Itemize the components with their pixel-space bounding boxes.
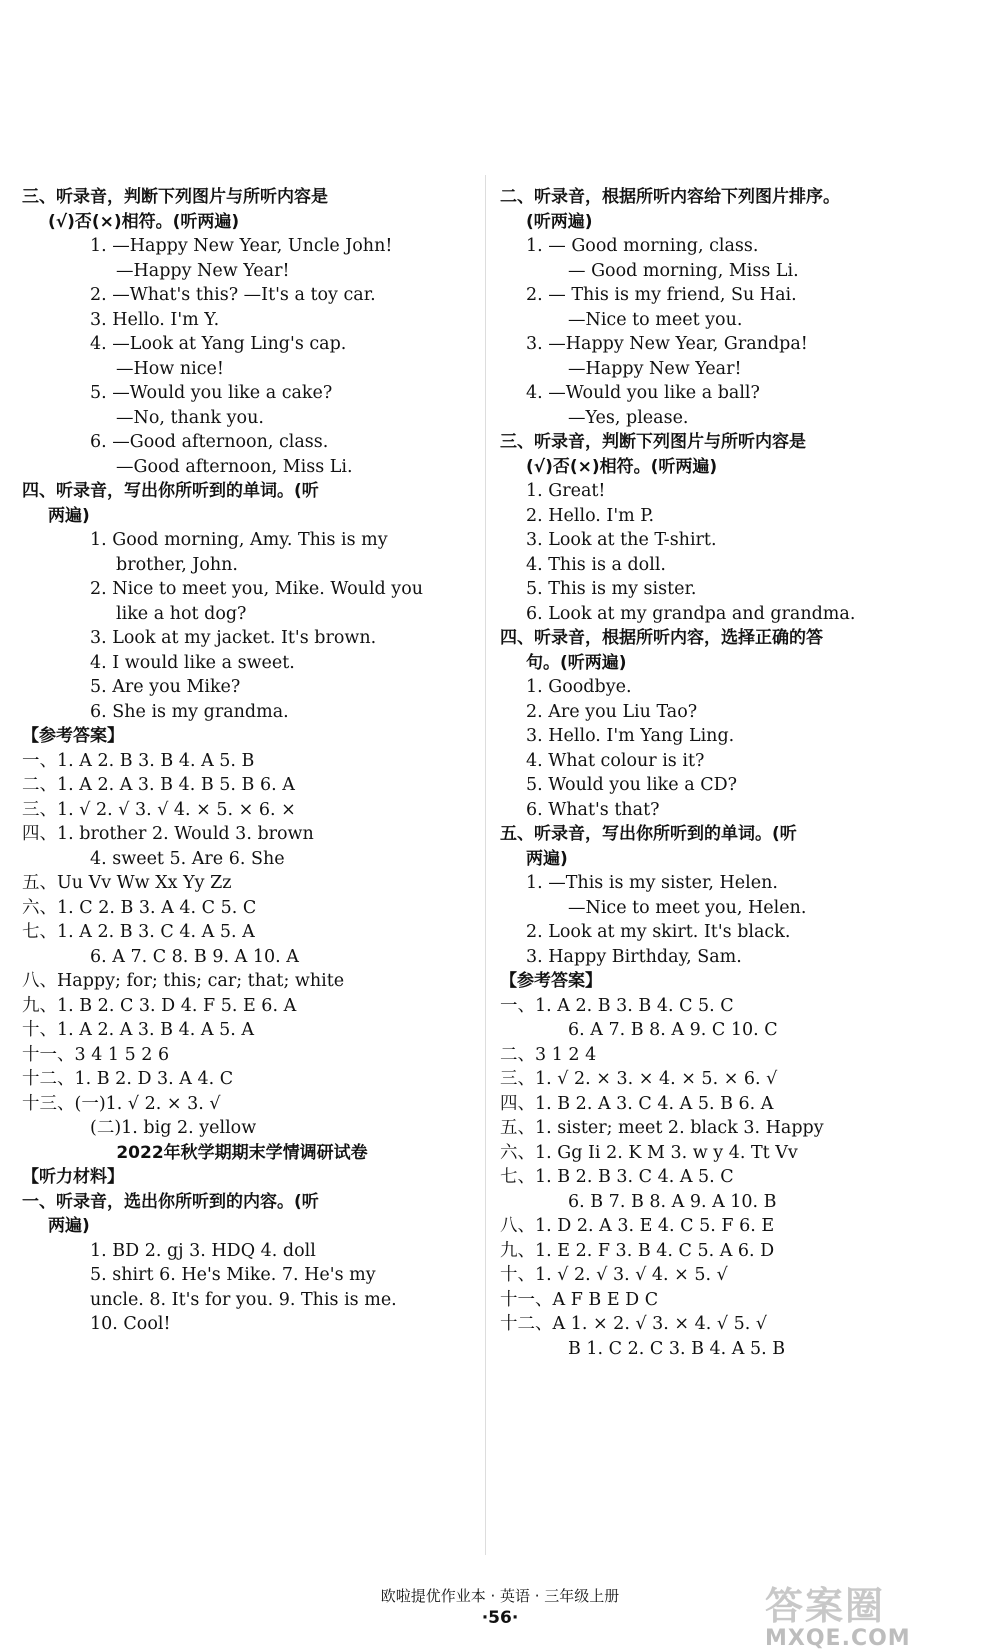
right-line: —Happy New Year! [568,358,742,379]
right-line: 五、1. sister; meet 2. black 3. Happy [500,1118,824,1138]
left-line: 1. Good morning, Amy. This is my [90,530,388,550]
right-line: 4. This is a doll. [526,554,666,575]
left-line: 3. Look at my jacket. It's brown. [90,628,377,648]
left-line: 九、1. B 2. C 3. D 4. F 5. E 6. A [22,995,297,1016]
right-line: 3. Look at the T-shirt. [526,530,717,550]
right-line: 3. Happy Birthday, Sam. [526,946,742,967]
right-line: 十一、A F B E D C [500,1289,659,1310]
left-line: 1. BD 2. gj 3. HDQ 4. doll [90,1240,316,1261]
right-line: 十、1. √ 2. √ 3. √ 4. × 5. √ [500,1265,728,1285]
right-line: 1. —This is my sister, Helen. [526,873,778,893]
left-line: 三、1. √ 2. √ 3. √ 4. × 5. × 6. × [22,799,296,820]
left-line: —Happy New Year! [116,260,290,281]
right-line: 二、听录音，根据所听内容给下列图片排序。 [500,187,840,207]
right-line: 二、3 1 2 4 [500,1044,597,1065]
left-line: 十一、3 4 1 5 2 6 [22,1044,170,1065]
left-line: 2. —What's this? —It's a toy car. [90,285,376,305]
right-line: 九、1. E 2. F 3. B 4. C 5. A 6. D [500,1240,775,1261]
left-line: 四、1. brother 2. Would 3. brown [22,824,314,844]
right-line: 八、1. D 2. A 3. E 4. C 5. F 6. E [500,1216,775,1236]
left-line: —Good afternoon, Miss Li. [116,456,353,477]
left-line: 5. Are you Mike? [90,677,241,697]
column-divider [485,175,486,1555]
right-line: 4. What colour is it? [526,750,705,771]
left-line: 5. —Would you like a cake? [90,383,333,403]
left-line: 6. A 7. C 8. B 9. A 10. A [90,946,299,967]
right-line: —Nice to meet you, Helen. [568,897,807,918]
left-line: 5. shirt 6. He's Mike. 7. He's my [90,1265,376,1285]
left-line: 10. Cool! [90,1314,171,1334]
right-line: 四、听录音，根据所听内容，选择正确的答 [500,628,823,648]
left-line: 二、1. A 2. A 3. B 4. B 5. B 6. A [22,775,295,795]
page-footer [0,1585,1000,1628]
left-line: 十二、1. B 2. D 3. A 4. C [22,1069,234,1089]
left-line: 1. —Happy New Year, Uncle John! [90,236,393,256]
right-line: 四、1. B 2. A 3. C 4. A 5. B 6. A [500,1093,774,1114]
left-line: 五、Uu Vv Ww Xx Yy Zz [22,873,232,893]
right-line: 3. —Happy New Year, Grandpa! [526,334,808,354]
left-line: 一、1. A 2. B 3. B 4. A 5. B [22,750,255,771]
right-line: 2. — This is my friend, Su Hai. [526,285,797,305]
right-line: 三、听录音，判断下列图片与所听内容是 [500,432,806,452]
right-line: 3. Hello. I'm Yang Ling. [526,726,735,746]
left-line: 2022年秋学期期末学情调研试卷 [116,1142,368,1163]
right-line: 1. — Good morning, class. [526,236,759,256]
left-line: 一、听录音，选出你所听到的内容。(听 [22,1191,319,1212]
page-number: ·56· [481,1608,519,1628]
left-line: (二)1. big 2. yellow [90,1118,257,1138]
left-line: 6. —Good afternoon, class. [90,432,329,452]
right-line: 两遍) [526,848,568,869]
left-line: 八、Happy; for; this; car; that; white [22,971,345,991]
left-line: uncle. 8. It's for you. 9. This is me. [90,1289,397,1310]
left-line: 三、听录音，判断下列图片与所听内容是 [22,187,328,207]
right-line: — Good morning, Miss Li. [568,260,799,281]
right-line: 5. This is my sister. [526,579,697,599]
right-line: 十二、A 1. × 2. √ 3. × 4. √ 5. √ [500,1314,768,1334]
right-line: 4. —Would you like a ball? [526,383,760,403]
right-line: 6. B 7. B 8. A 9. A 10. B [568,1191,777,1212]
watermark-text: 答案圈 [765,1584,886,1628]
left-line: 4. I would like a sweet. [90,652,295,673]
left-line: 【参考答案】 [22,726,124,746]
left-line: 十三、(一)1. √ 2. × 3. √ [22,1093,221,1114]
right-line: 句。(听两遍) [526,652,627,673]
right-line: 【参考答案】 [500,971,602,991]
left-line: 4. —Look at Yang Ling's cap. [90,334,347,354]
left-line: 十、1. A 2. A 3. B 4. A 5. A [22,1020,254,1040]
left-line: 【听力材料】 [22,1167,124,1187]
right-line: (听两遍) [526,211,593,232]
right-line: 2. Hello. I'm P. [526,505,655,526]
left-line: —No, thank you. [116,407,264,428]
right-line: (√)否(×)相符。(听两遍) [526,456,718,477]
right-line: 一、1. A 2. B 3. B 4. C 5. C [500,995,734,1016]
right-line: —Yes, please. [568,407,689,428]
left-line: 两遍) [48,1216,90,1236]
right-line: 六、1. Gg Ii 2. K M 3. w y 4. Tt Vv [500,1142,798,1163]
right-line: B 1. C 2. C 3. B 4. A 5. B [568,1338,786,1359]
right-line: —Nice to meet you. [568,309,743,330]
book-title: 欧啦提优作业本 · 英语 · 三年级上册 [380,1587,620,1605]
right-line: 6. A 7. B 8. A 9. C 10. C [568,1020,778,1040]
left-column [22,185,472,1337]
left-line: 4. sweet 5. Are 6. She [90,848,285,869]
right-line: 七、1. B 2. B 3. C 4. A 5. C [500,1167,734,1187]
right-line: 五、听录音，写出你所听到的单词。(听 [500,824,797,844]
left-line: 两遍) [48,505,90,526]
left-line: 六、1. C 2. B 3. A 4. C 5. C [22,897,257,918]
right-line: 6. What's that? [526,799,660,820]
left-line: 四、听录音，写出你所听到的单词。(听 [22,481,319,501]
right-line: 2. Look at my skirt. It's black. [526,922,791,942]
left-line: brother, John. [116,554,238,575]
right-line: 三、1. √ 2. × 3. × 4. × 5. × 6. √ [500,1069,778,1089]
watermark-url: MXQE.COM [765,1626,911,1651]
left-line: like a hot dog? [116,603,247,624]
right-line: 1. Great! [526,481,606,501]
left-line: 3. Hello. I'm Y. [90,309,220,330]
left-line: 七、1. A 2. B 3. C 4. A 5. A [22,922,255,942]
right-line: 1. Goodbye. [526,677,632,697]
right-column [500,185,950,1361]
right-line: 2. Are you Liu Tao? [526,701,698,722]
left-line: (√)否(×)相符。(听两遍) [48,211,240,232]
right-line: 6. Look at my grandpa and grandma. [526,603,856,624]
left-line: 2. Nice to meet you, Mike. Would you [90,579,424,599]
left-line: —How nice! [116,358,224,379]
left-line: 6. She is my grandma. [90,701,289,722]
right-line: 5. Would you like a CD? [526,775,737,795]
